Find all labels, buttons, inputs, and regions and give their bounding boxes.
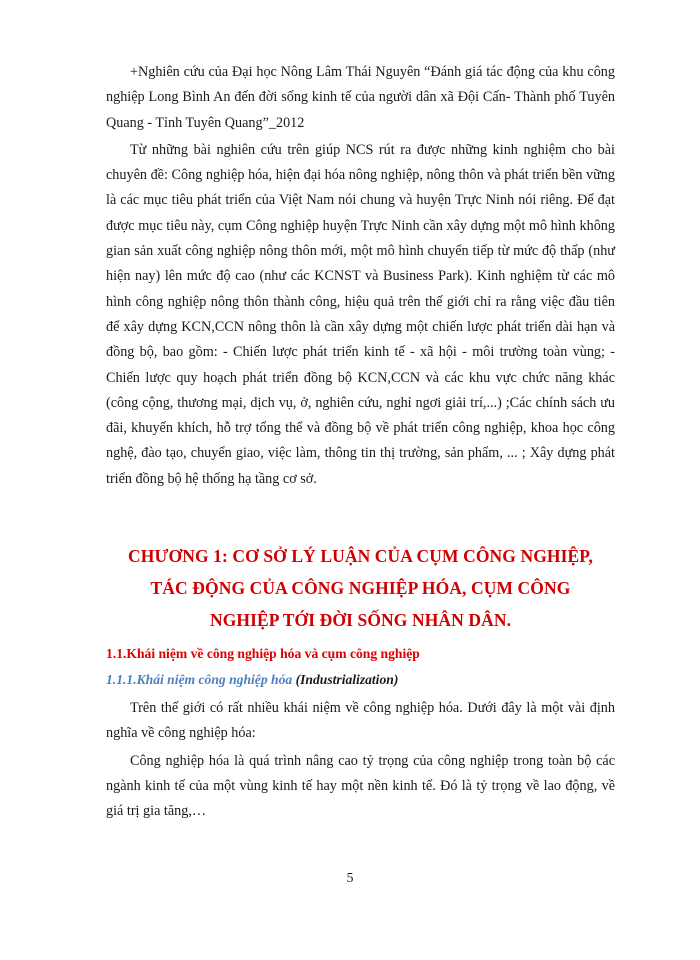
subsection-heading-main: 1.1.1.Khái niệm công nghiệp hóa — [106, 672, 293, 688]
page-number: 5 — [346, 871, 354, 886]
chapter-title-line: CHƯƠNG 1: CƠ SỞ LÝ LUẬN CỦA CỤM CÔNG NGHIỆP, — [128, 546, 593, 567]
chapter-title — [94, 540, 627, 636]
chapter-title-line: TÁC ĐỘNG CỦA CÔNG NGHIỆP HÓA, CỤM CÔNG — [150, 578, 571, 599]
subsection-heading-english: (Industrialization) — [292, 672, 399, 688]
body-paragraph: Trên thế giới có rất nhiều khái niệm về công nghiệp hóa. Dưới đây là một vài định nghĩa về công nghiệp hóa: — [106, 700, 615, 742]
chapter-title-line: NGHIỆP TỚI ĐỜI SỐNG NHÂN DÂN. — [209, 610, 512, 631]
document-page — [106, 60, 615, 825]
body-paragraph: +Nghiên cứu của Đại học Nông Lâm Thái Nguyên “Đánh giá tác động của khu công nghiệp Long Bình An đến đời sống kinh tế của người dân xã Đội Cấn- Thành phố Tuyên Quang - Tỉnh Tuyên Quang”_2012 — [106, 64, 615, 131]
subsection-heading — [106, 670, 615, 690]
body-paragraph: Từ những bài nghiên cứu trên giúp NCS rút ra được những kinh nghiệm cho bài chuyên đề: Công nghiệp hóa, hiện đại hóa nông nghiệp, nông thôn và phát triển bền vững là các mục tiêu phát triển của Việt Nam nói chung và huyện Trực Ninh nói riêng. Để đạt được mục tiêu này, cụm Công nghiệp huyện Trực Ninh cần xây dựng một mô hình không gian sản xuất công nghiệp nông thôn mới, một mô hình chuyển tiếp từ mức độ thấp (như hiện nay) lên mức độ cao (như các KCNST và Business Park). Kinh nghiệm từ các mô hình công nghiệp nông thôn thành công, hiệu quả trên thế giới chỉ ra rằng việc đầu tiên để xây dựng KCN,CCN nông thôn là cần xây dựng một chiến lược phát triển dài hạn và đồng bộ, bao gồm: - Chiến lược phát triển kinh tế - xã hội - môi trường toàn vùng; - Chiến lược quy hoạch phát triển đồng bộ KCN,CCN và các khu vực chức năng khác (công cộng, thương mại, dịch vụ, ở, nghiên cứu, nghỉ ngơi giải trí,...) ;Các chính sách ưu đãi, khuyến khích, hỗ trợ tổng thể và đồng bộ về phát triển công nghiệp, khoa học công nghệ, đào tạo, chuyển giao, việc làm, thông tin thị trường, sản phẩm, ... ; Xây dựng phát triển đồng bộ hệ thống hạ tầng cơ sở. — [106, 141, 615, 487]
body-paragraph: Công nghiệp hóa là quá trình nâng cao tỷ trọng của công nghiệp trong toàn bộ các ngành kinh tế của một vùng kinh tế hay một nền kinh tế. Đó là tỷ trọng về lao động, về giá trị gia tăng,… — [106, 752, 615, 820]
section-heading: 1.1.Khái niệm về công nghiệp hóa và cụm công nghiệp — [106, 646, 420, 662]
